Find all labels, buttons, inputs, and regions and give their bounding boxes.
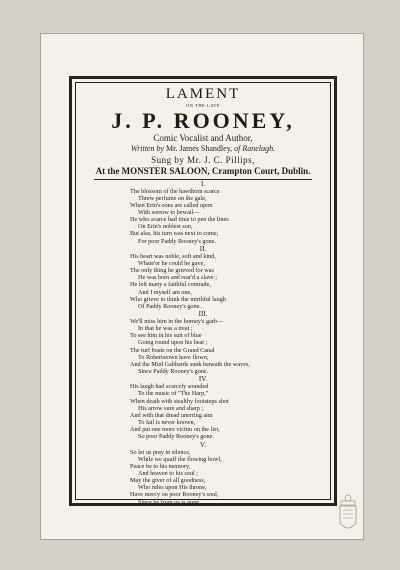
author-line xyxy=(80,145,326,153)
verse-line: And put one more victim on the list, xyxy=(130,426,220,434)
verse-numeral: III. xyxy=(198,310,208,318)
author-place: Ranelagh. xyxy=(242,143,276,153)
verse-line: Who rules upon His throne, xyxy=(138,484,207,492)
verse-line: In that he was a treat ; xyxy=(138,325,193,333)
verse-numeral: IV. xyxy=(198,375,208,384)
title-lament: LAMENT xyxy=(165,86,241,102)
performer-line: Sung by Mr. J. C. Pillips, xyxy=(151,154,255,165)
verse-line: Have mercy on poor Rooney's soul, xyxy=(130,491,219,499)
subject-name: J. P. ROONEY, xyxy=(111,107,295,133)
verse-numeral: V. xyxy=(200,440,206,449)
verse-line: We'll miss him in the horney's garb— xyxy=(130,318,224,325)
verse-line: With sorrow to bewail— xyxy=(138,208,200,216)
verse-line: His heart was noble, soft and kind, xyxy=(130,252,216,260)
verse-line: When death with stealthy footsteps shot xyxy=(130,397,229,405)
library-stamp-icon xyxy=(337,493,359,535)
ornamental-border xyxy=(69,76,337,506)
verse-line: To see him in his suit of blue xyxy=(130,332,202,340)
verse-line: And the Mud Gabbards sunk beneath the waves, xyxy=(130,360,250,368)
verse-line: Peace be to his memory, xyxy=(130,462,191,470)
author-name: Mr. James Shandley, xyxy=(166,143,233,153)
verse-line: Who grieve to think the mirthful laugh xyxy=(130,295,226,303)
verse-line: For poor Paddy Rooney's gone. xyxy=(138,237,216,245)
verse-line: And heaven to his soul ; xyxy=(138,469,198,477)
verse-line: May the giver of all goodness, xyxy=(130,477,206,485)
verse-line: The turf boats on the Grand Canal xyxy=(130,346,215,354)
verse-line: He was born and rear'd a slave ; xyxy=(138,274,217,282)
verse-line: On Erin's noblest son, xyxy=(138,223,193,231)
verse-line: Going round upon his beat ; xyxy=(138,339,208,347)
verse-line: His laugh had scarcely sounded xyxy=(130,383,209,391)
verse-numeral: II. xyxy=(199,244,207,253)
verse-line: His arrow sure and sharp ; xyxy=(138,404,204,412)
verse-line: So poor Paddy Rooney's gone. xyxy=(138,433,214,441)
verse-line: But alas, his turn was next to come, xyxy=(130,230,219,238)
venue-line: At the MONSTER SALOON, Crampton Court, Dublin. xyxy=(95,165,311,176)
title-block xyxy=(80,87,326,176)
verse-line: Since he from us is gone. xyxy=(138,498,201,506)
verse-line: And with that dread unerring aim xyxy=(130,411,213,419)
verse-numeral: I. xyxy=(200,179,206,188)
verse-line: So let us pray in silence, xyxy=(130,448,191,456)
verse-line: Since Paddy Rooney's gone. xyxy=(138,368,209,376)
verse-line: To fail is never known, xyxy=(138,419,196,427)
verse-line: He left many a faithful comrade, xyxy=(130,281,211,289)
verse-line: While we quaff the flowing bowl, xyxy=(138,455,222,463)
subtitle-on-the-late: ON THE LATE xyxy=(186,103,220,108)
subject-role: Comic Vocalist and Author, xyxy=(153,132,253,143)
verse-line: Whate'er he could he gave, xyxy=(138,259,205,267)
verses xyxy=(80,180,326,506)
broadside-sheet xyxy=(40,33,364,540)
verse-line: Of Paddy Rooney's gone. xyxy=(138,302,201,310)
verse-line: And I myself am one, xyxy=(138,288,192,296)
verse-line: Threw perfume on the gale, xyxy=(138,194,207,202)
verse-line: The only thing he grieved for was xyxy=(130,267,214,275)
verse-line: To the music of "The Harp," xyxy=(138,390,209,398)
verse-line: When Erin's sons are called upon xyxy=(130,201,213,209)
written-by-label: Written by xyxy=(130,143,165,153)
of-label: of xyxy=(234,143,241,153)
verse-line: To Robertstown have flown, xyxy=(138,353,209,361)
verse-line: He who scarce had time to pen the lines xyxy=(130,216,229,224)
verse-line: The blossom of the hawthorn scarce xyxy=(130,187,220,195)
